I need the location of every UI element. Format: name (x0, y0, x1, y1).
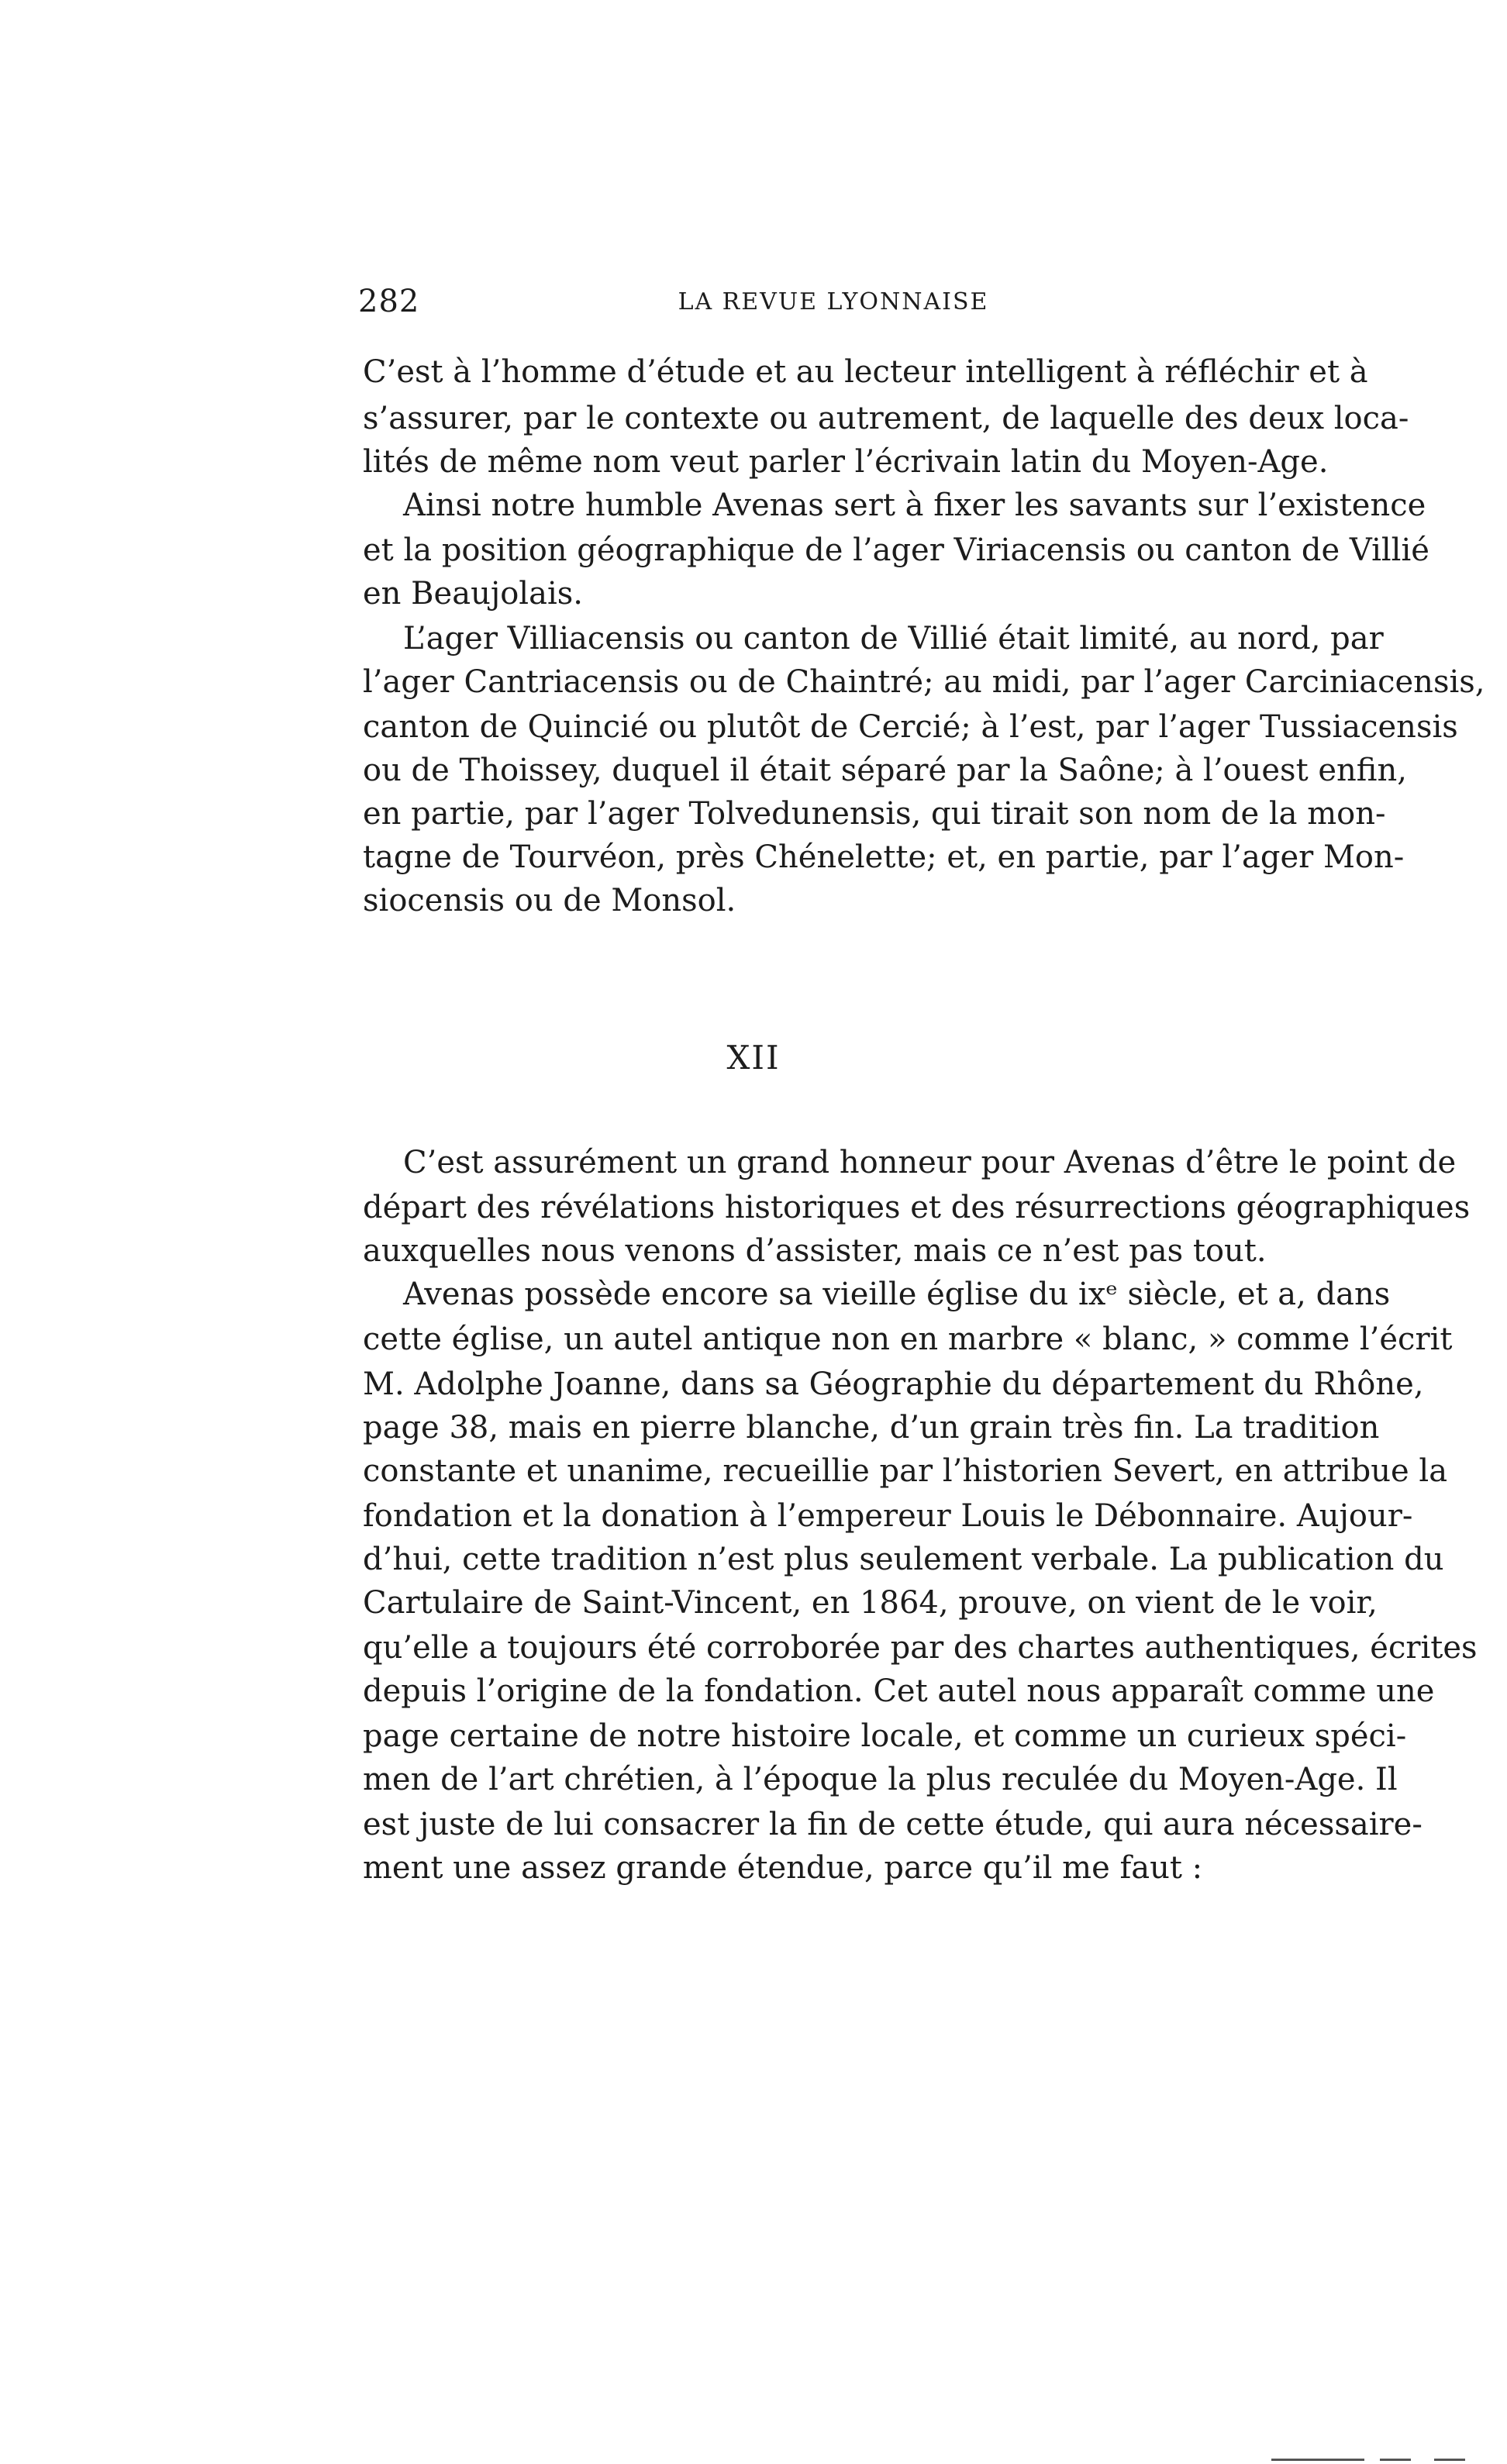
text-line: lités de même nom veut parler l’écrivain latin du Moyen-Age. (363, 444, 1329, 480)
scan-mark (1434, 2459, 1465, 2461)
text-line: depuis l’origine de la fondation. Cet autel nous apparaît comme une (363, 1673, 1435, 1709)
text-line: d’hui, cette tradition n’est plus seulement verbale. La publication du (363, 1542, 1444, 1577)
text-line: l’ager Cantriacensis ou de Chaintré; au midi, par l’ager Carciniacensis, (363, 664, 1485, 700)
text-line: page certaine de notre histoire locale, et comme un curieux spéci- (363, 1718, 1407, 1754)
running-title: LA REVUE LYONNAISE (678, 288, 989, 315)
text-line: C’est assurément un grand honneur pour Avenas d’être le point de (403, 1145, 1457, 1180)
text-line: men de l’art chrétien, à l’époque la plus reculée du Moyen-Age. Il (363, 1762, 1398, 1797)
text-line: est juste de lui consacrer la fin de cette étude, qui aura nécessaire- (363, 1807, 1423, 1842)
text-line: Cartulaire de Saint-Vincent, en 1864, prouve, on vient de le voir, (363, 1585, 1378, 1621)
text-line: en Beaujolais. (363, 576, 583, 612)
text-line: page 38, mais en pierre blanche, d’un grain très fin. La tradition (363, 1410, 1380, 1446)
text-line: auxquelles nous venons d’assister, mais ce n’est pas tout. (363, 1233, 1267, 1269)
text-line: en partie, par l’ager Tolvedunensis, qui tirait son nom de la mon- (363, 796, 1386, 832)
page-header (358, 284, 1309, 330)
section-heading: XII (726, 1039, 781, 1077)
text-line: Ainsi notre humble Avenas sert à fixer les savants sur l’existence (403, 488, 1426, 523)
text-line: tagne de Tourvéon, près Chénelette; et, en partie, par l’ager Mon- (363, 839, 1405, 875)
text-line: siocensis ou de Monsol. (363, 883, 736, 918)
text-line: départ des révélations historiques et des résurrections géographiques (363, 1190, 1471, 1225)
text-line: qu’elle a toujours été corroborée par des chartes authentiques, écrites (363, 1630, 1478, 1666)
text-line: ment une assez grande étendue, parce qu’il me faut : (363, 1850, 1203, 1886)
scan-mark (1271, 2459, 1364, 2461)
text-line: et la position géographique de l’ager Viriacensis ou canton de Villié (363, 532, 1429, 568)
text-line: fondation et la donation à l’empereur Louis le Débonnaire. Aujour- (363, 1498, 1413, 1534)
text-line: canton de Quincié ou plutôt de Cercié; à l’est, par l’ager Tussiacensis (363, 709, 1458, 745)
text-line: M. Adolphe Joanne, dans sa Géographie du département du Rhône, (363, 1366, 1424, 1402)
text-line: constante et unanime, recueillie par l’historien Severt, en attribue la (363, 1453, 1448, 1489)
text-line: cette église, un autel antique non en marbre « blanc, » comme l’écrit (363, 1322, 1453, 1357)
text-line: L’ager Villiacensis ou canton de Villié était limité, au nord, par (403, 621, 1384, 656)
text-line: ou de Thoissey, duquel il était séparé par la Saône; à l’ouest enfin, (363, 753, 1407, 788)
text-line: s’assurer, par le contexte ou autrement, de laquelle des deux loca- (363, 401, 1409, 436)
text-line: C’est à l’homme d’étude et au lecteur intelligent à réfléchir et à (363, 354, 1368, 390)
page-number: 282 (358, 284, 420, 319)
text-line: Avenas possède encore sa vieille église du ixᵉ siècle, et a, dans (403, 1277, 1391, 1312)
scan-mark (1380, 2459, 1411, 2461)
